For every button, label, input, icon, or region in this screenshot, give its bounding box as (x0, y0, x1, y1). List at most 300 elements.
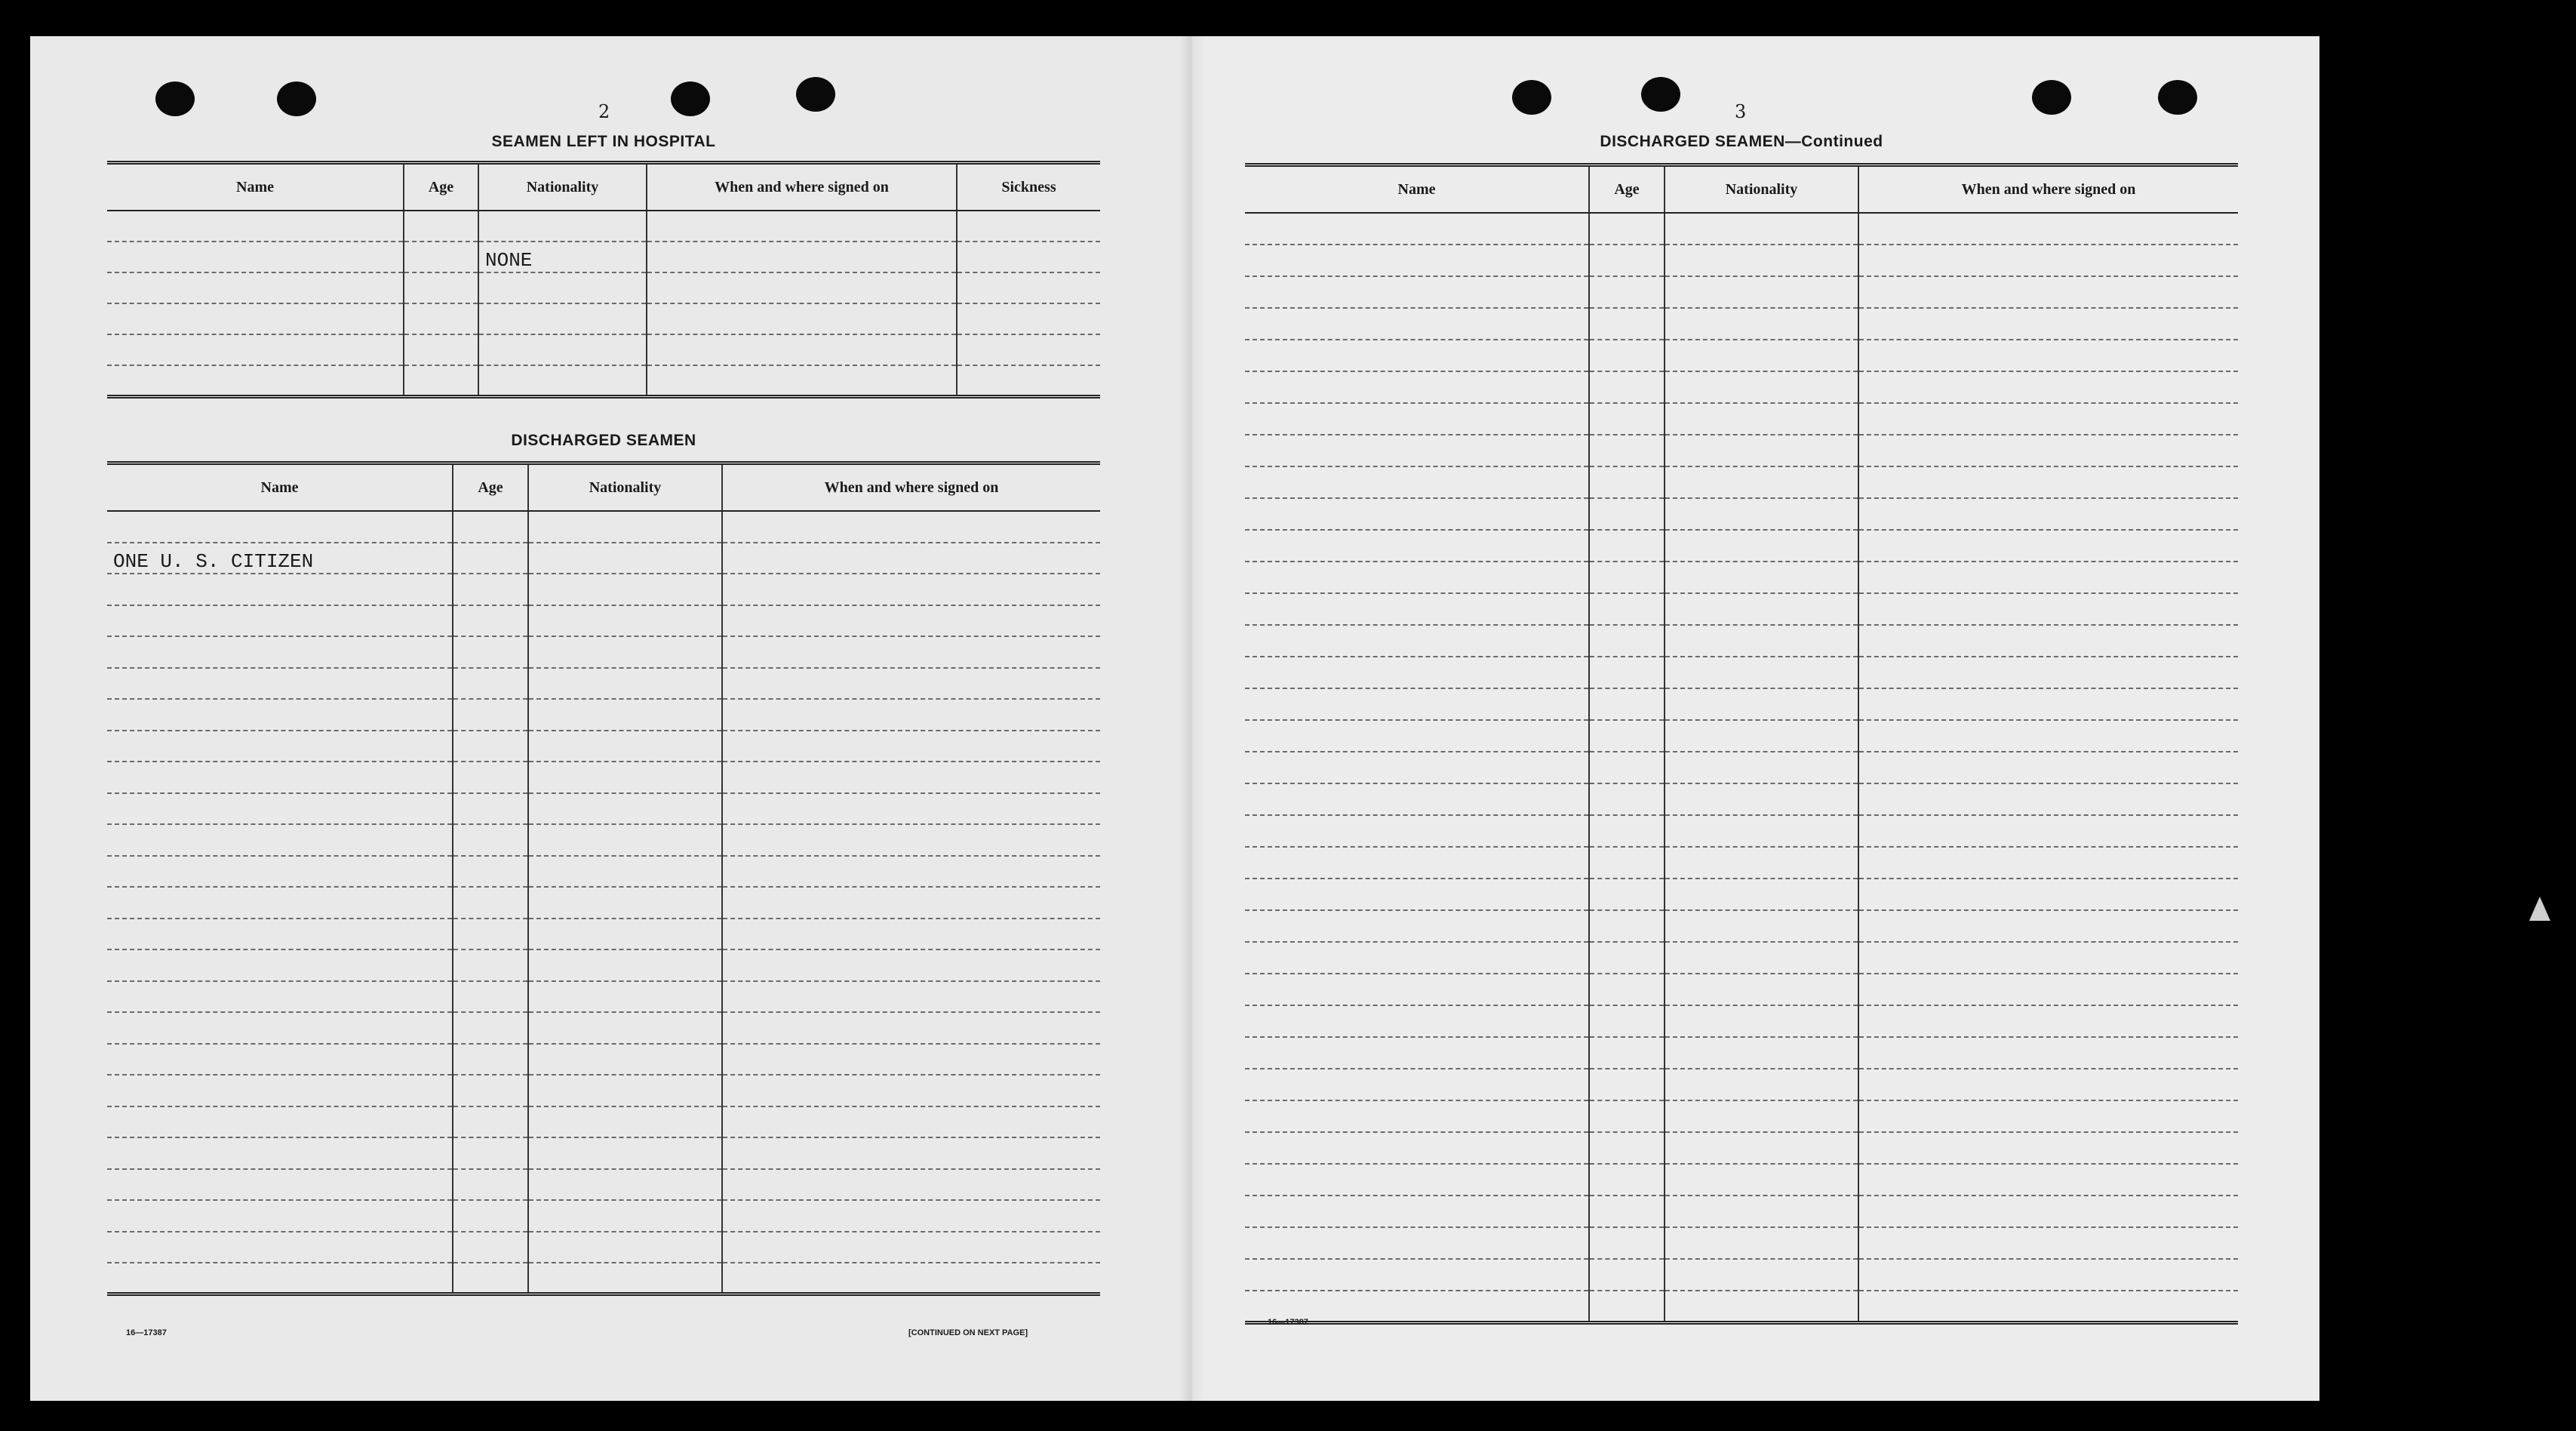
table-cell (1245, 371, 1589, 403)
table-cell (1589, 1291, 1665, 1322)
table-cell (1589, 466, 1665, 498)
table-cell (1589, 910, 1665, 942)
table-cell (107, 334, 404, 365)
table-cell (1858, 1164, 2238, 1196)
table-cell (722, 1137, 1100, 1169)
table-cell (107, 605, 453, 637)
table-cell (528, 574, 722, 605)
table-cell (957, 334, 1100, 365)
table-cell (1245, 783, 1589, 815)
punch-hole (796, 77, 835, 112)
punch-hole (1641, 77, 1680, 112)
table-row (107, 731, 1100, 762)
table-row (1245, 340, 2238, 371)
table-cell (453, 793, 528, 825)
table-cell (1245, 403, 1589, 435)
table-row (1245, 1196, 2238, 1227)
table-cell (1245, 1227, 1589, 1259)
table-cell (722, 1169, 1100, 1201)
table-cell (1858, 435, 2238, 466)
title-main: DISCHARGED SEAMEN (1600, 133, 1785, 150)
table-cell (1665, 498, 1858, 530)
table-cell (1589, 847, 1665, 879)
column-header: When and where signed on (647, 163, 957, 211)
table-cell (107, 856, 453, 888)
table-cell (453, 1137, 528, 1169)
continued-note: [CONTINUED ON NEXT PAGE] (908, 1328, 1028, 1337)
table-cell (528, 605, 722, 637)
column-header: When and where signed on (722, 463, 1100, 512)
table-cell (453, 949, 528, 981)
table-cell (107, 1044, 453, 1076)
table-cell (1245, 815, 1589, 847)
table-cell (1665, 1227, 1858, 1259)
table-cell (1245, 562, 1589, 593)
table-cell (1245, 1164, 1589, 1196)
table-cell (722, 824, 1100, 856)
table-row (1245, 688, 2238, 720)
table-cell (1858, 593, 2238, 625)
table-cell (107, 365, 404, 396)
table-cell (107, 981, 453, 1013)
table-cell (722, 793, 1100, 825)
table-row (107, 1137, 1100, 1169)
table-row (1245, 879, 2238, 910)
table-cell (107, 272, 404, 303)
table-cell (1245, 752, 1589, 783)
table-row (1245, 308, 2238, 340)
table-cell (1245, 720, 1589, 752)
table-cell (1665, 974, 1858, 1005)
table-cell (107, 668, 453, 700)
table-cell (478, 272, 647, 303)
table-cell (1589, 530, 1665, 562)
table-cell (1858, 466, 2238, 498)
table-cell (1665, 1164, 1858, 1196)
table-cell (1858, 815, 2238, 847)
table-cell (647, 272, 957, 303)
table-cell (722, 1200, 1100, 1232)
table-cell (1589, 435, 1665, 466)
table-row (1245, 625, 2238, 657)
table-cell (647, 211, 957, 242)
table-cell (722, 1044, 1100, 1076)
table-cell (722, 731, 1100, 762)
table-cell (1858, 1259, 2238, 1291)
table-cell (107, 919, 453, 950)
table-cell (1858, 403, 2238, 435)
table-cell (722, 1012, 1100, 1044)
table-cell (1665, 245, 1858, 276)
table-cell (647, 242, 957, 272)
table-cell (1589, 403, 1665, 435)
table-cell (1858, 371, 2238, 403)
hospital-table (107, 161, 1100, 399)
table-cell (722, 1232, 1100, 1263)
table-cell (1589, 974, 1665, 1005)
punch-hole (155, 82, 195, 116)
table-cell (107, 636, 453, 668)
table-cell (453, 981, 528, 1013)
table-cell (1245, 276, 1589, 308)
hospital-section-title: SEAMEN LEFT IN HOSPITAL (491, 133, 716, 150)
table-cell (107, 731, 453, 762)
punch-hole (1512, 80, 1551, 115)
table-cell (1858, 910, 2238, 942)
table-row (107, 949, 1100, 981)
table-cell (1858, 1069, 2238, 1100)
table-cell (1665, 1291, 1858, 1322)
table-cell (107, 1012, 453, 1044)
table-cell (1858, 1100, 2238, 1132)
table-cell (453, 1169, 528, 1201)
table-row (107, 824, 1100, 856)
table-cell (1858, 1291, 2238, 1322)
table-cell (1245, 593, 1589, 625)
table-cell (1665, 340, 1858, 371)
table-cell (1589, 688, 1665, 720)
table-cell (957, 303, 1100, 334)
table-row (107, 543, 1100, 574)
table-cell (528, 1200, 722, 1232)
table-row (1245, 1069, 2238, 1100)
table-cell (1245, 1132, 1589, 1164)
table-cell (1589, 1196, 1665, 1227)
punch-hole (277, 82, 316, 116)
table-cell (1245, 657, 1589, 688)
table-cell (528, 793, 722, 825)
table-cell (1665, 371, 1858, 403)
table-cell (1589, 1259, 1665, 1291)
table-cell (107, 762, 453, 793)
table-row (107, 668, 1100, 700)
table-row (1245, 1164, 2238, 1196)
table-row (1245, 1259, 2238, 1291)
column-header: Sickness (957, 163, 1100, 211)
table-cell (528, 668, 722, 700)
table-row (107, 574, 1100, 605)
discharged-continued-title (1245, 133, 2238, 151)
table-cell (1665, 530, 1858, 562)
table-cell (722, 511, 1100, 543)
table-cell (453, 1012, 528, 1044)
table-cell (722, 856, 1100, 888)
table-cell (107, 1106, 453, 1138)
table-row (107, 1263, 1100, 1294)
table-row (1245, 847, 2238, 879)
table-cell (1245, 308, 1589, 340)
table-cell (107, 824, 453, 856)
table-cell (1245, 498, 1589, 530)
table-cell (404, 303, 478, 334)
table-cell (1665, 1196, 1858, 1227)
table-cell (1858, 245, 2238, 276)
table-row (107, 919, 1100, 950)
table-cell (1589, 1069, 1665, 1100)
table-cell (1589, 1005, 1665, 1037)
table-cell (528, 824, 722, 856)
table-cell (1589, 1100, 1665, 1132)
table-cell (453, 919, 528, 950)
table-cell (528, 919, 722, 950)
table-row (107, 211, 1100, 242)
table-row (1245, 657, 2238, 688)
table-cell (1665, 815, 1858, 847)
table-row (1245, 910, 2238, 942)
table-cell (1589, 498, 1665, 530)
discharged-section-title: DISCHARGED SEAMEN (511, 432, 696, 449)
table-cell (453, 1106, 528, 1138)
table-cell (1589, 340, 1665, 371)
table-row (1245, 752, 2238, 783)
table-row (107, 762, 1100, 793)
table-cell (1665, 593, 1858, 625)
table-cell (722, 605, 1100, 637)
table-cell (957, 365, 1100, 396)
table-cell (404, 334, 478, 365)
table-cell (1858, 974, 2238, 1005)
table-cell (722, 668, 1100, 700)
table-cell (722, 1075, 1100, 1106)
table-cell (647, 334, 957, 365)
column-header: Name (107, 163, 404, 211)
table-cell (957, 211, 1100, 242)
column-header: Name (107, 463, 453, 512)
table-row (1245, 593, 2238, 625)
table-cell (478, 211, 647, 242)
table-cell (1245, 466, 1589, 498)
table-cell (453, 543, 528, 574)
table-row (107, 1200, 1100, 1232)
table-cell (1245, 625, 1589, 657)
table-row (1245, 942, 2238, 974)
table-cell (1858, 942, 2238, 974)
table-cell (1589, 879, 1665, 910)
table-row (107, 856, 1100, 888)
table-cell (107, 303, 404, 334)
table-cell (453, 731, 528, 762)
table-cell (107, 242, 404, 272)
table-cell (1858, 657, 2238, 688)
table-cell (1589, 783, 1665, 815)
table-row (107, 303, 1100, 334)
table-cell (107, 1263, 453, 1294)
table-cell (1858, 625, 2238, 657)
table-cell (478, 334, 647, 365)
table-row (1245, 1100, 2238, 1132)
table-cell (1665, 879, 1858, 910)
table-cell (1858, 688, 2238, 720)
table-cell (1858, 1132, 2238, 1164)
table-cell (107, 887, 453, 919)
table-cell (722, 981, 1100, 1013)
table-cell (453, 1200, 528, 1232)
table-cell (1245, 942, 1589, 974)
table-cell (528, 856, 722, 888)
table-cell (1665, 562, 1858, 593)
table-row (1245, 562, 2238, 593)
punch-hole (2158, 80, 2197, 115)
table-row (1245, 530, 2238, 562)
table-cell (1589, 1227, 1665, 1259)
table-row (107, 699, 1100, 731)
table-cell (453, 887, 528, 919)
discharged-table (107, 461, 1100, 1296)
table-cell (957, 272, 1100, 303)
table-cell (1245, 1069, 1589, 1100)
table-row (107, 1075, 1100, 1106)
table-cell (528, 1137, 722, 1169)
table-row (107, 511, 1100, 543)
discharged-continued-table (1245, 163, 2238, 1325)
table-cell (404, 242, 478, 272)
table-cell (1665, 276, 1858, 308)
table-cell (957, 242, 1100, 272)
table-cell (1589, 752, 1665, 783)
table-cell (1665, 625, 1858, 657)
table-cell (647, 365, 957, 396)
table-row (1245, 371, 2238, 403)
table-row (1245, 1037, 2238, 1069)
table-cell (478, 303, 647, 334)
table-cell (528, 1169, 722, 1201)
table-row (1245, 1132, 2238, 1164)
table-cell (1665, 1100, 1858, 1132)
table-cell (1589, 942, 1665, 974)
table-cell (528, 543, 722, 574)
table-cell (1245, 1100, 1589, 1132)
table-cell (722, 887, 1100, 919)
table-cell (1665, 720, 1858, 752)
table-cell (1245, 688, 1589, 720)
table-cell (722, 1106, 1100, 1138)
table-cell (1245, 847, 1589, 879)
table-cell (453, 856, 528, 888)
table-cell (1245, 340, 1589, 371)
table-row (1245, 276, 2238, 308)
table-cell (1858, 879, 2238, 910)
table-cell (722, 636, 1100, 668)
table-cell (1858, 847, 2238, 879)
column-header: Age (1589, 165, 1665, 214)
table-cell (1589, 815, 1665, 847)
table-row (107, 605, 1100, 637)
table-cell (1665, 657, 1858, 688)
table-cell (1858, 752, 2238, 783)
table-row (1245, 1005, 2238, 1037)
table-cell (1589, 1164, 1665, 1196)
table-cell (1589, 371, 1665, 403)
form-code: 16—17387 (1268, 1318, 1308, 1327)
table-cell (404, 272, 478, 303)
punch-hole (2032, 80, 2071, 115)
table-row (1245, 720, 2238, 752)
table-cell (722, 543, 1100, 574)
table-cell (1589, 276, 1665, 308)
table-row (107, 1012, 1100, 1044)
table-row (1245, 435, 2238, 466)
table-cell (528, 1044, 722, 1076)
table-cell (528, 981, 722, 1013)
table-cell (1858, 276, 2238, 308)
table-cell (528, 1075, 722, 1106)
column-header: Age (404, 163, 478, 211)
table-cell (1665, 435, 1858, 466)
table-cell (453, 1075, 528, 1106)
table-cell (107, 949, 453, 981)
table-cell (107, 1169, 453, 1201)
table-cell (1245, 530, 1589, 562)
table-cell (453, 762, 528, 793)
table-cell (453, 1263, 528, 1294)
table-row (1245, 403, 2238, 435)
page-fold (1179, 36, 1205, 1401)
page-edge-marker (2529, 897, 2550, 921)
table-row (1245, 498, 2238, 530)
table-cell (404, 211, 478, 242)
table-cell (528, 887, 722, 919)
table-cell (453, 1044, 528, 1076)
table-cell (1858, 783, 2238, 815)
table-cell (453, 824, 528, 856)
table-cell (1589, 625, 1665, 657)
column-header: Age (453, 463, 528, 512)
table-cell (1858, 308, 2238, 340)
column-header: Nationality (1665, 165, 1858, 214)
table-cell (404, 365, 478, 396)
table-cell (722, 949, 1100, 981)
table-cell (528, 949, 722, 981)
table-cell (1858, 1227, 2238, 1259)
table-row (1245, 1291, 2238, 1322)
table-cell (1589, 1037, 1665, 1069)
table-cell (1858, 530, 2238, 562)
table-row (1245, 783, 2238, 815)
form-code: 16—17387 (126, 1328, 167, 1337)
table-row (107, 365, 1100, 396)
table-cell (453, 511, 528, 543)
table-cell (528, 1232, 722, 1263)
table-cell (1589, 213, 1665, 245)
table-row (1245, 815, 2238, 847)
table-cell (528, 636, 722, 668)
table-row (107, 1232, 1100, 1263)
table-cell (722, 919, 1100, 950)
table-cell (1589, 593, 1665, 625)
table-cell (1858, 562, 2238, 593)
table-cell (1245, 1037, 1589, 1069)
table-cell (1589, 562, 1665, 593)
table-cell (1858, 1037, 2238, 1069)
table-cell (1858, 213, 2238, 245)
table-cell (107, 574, 453, 605)
table-row (107, 242, 1100, 272)
punch-hole (671, 82, 710, 116)
table-cell (722, 699, 1100, 731)
column-header: Name (1245, 165, 1589, 214)
table-row (107, 887, 1100, 919)
table-cell (1665, 1069, 1858, 1100)
table-cell (107, 699, 453, 731)
table-cell (1245, 974, 1589, 1005)
table-cell (107, 211, 404, 242)
table-cell (1665, 783, 1858, 815)
table-cell (453, 605, 528, 637)
table-cell (1665, 308, 1858, 340)
table-cell (1665, 1005, 1858, 1037)
table-cell (1665, 688, 1858, 720)
table-cell (1858, 1005, 2238, 1037)
